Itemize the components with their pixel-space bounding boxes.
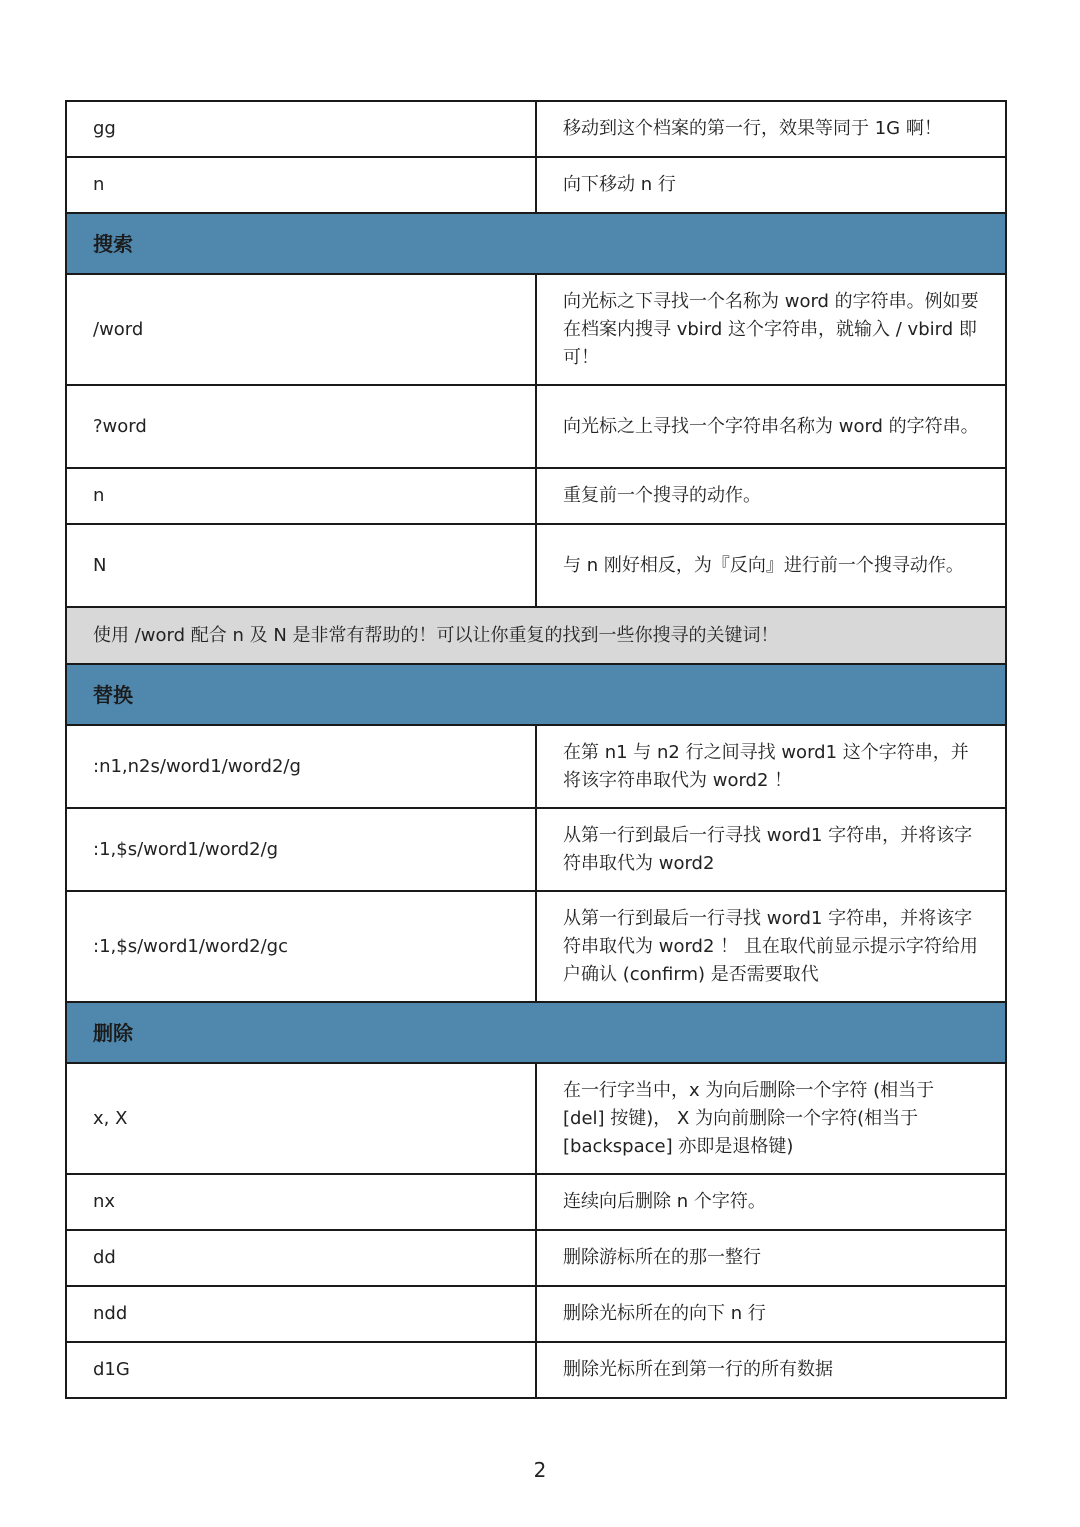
command-cell: x, X: [66, 1063, 536, 1174]
command-cell: N: [66, 524, 536, 607]
section-header-search: [66, 213, 1006, 274]
description-cell: 删除光标所在的向下 n 行: [536, 1286, 1006, 1342]
section-header-delete: [66, 1002, 1006, 1063]
command-cell: nx: [66, 1174, 536, 1230]
command-cell: /word: [66, 274, 536, 385]
description-cell: 连续向后删除 n 个字符。: [536, 1174, 1006, 1230]
command-cell: n: [66, 157, 536, 213]
command-cell: n: [66, 468, 536, 524]
description-cell: 删除光标所在到第一行的所有数据: [536, 1342, 1006, 1398]
table-row: [66, 274, 1006, 385]
description-cell: 在第 n1 与 n2 行之间寻找 word1 这个字符串，并将该字符串取代为 word2 ！: [536, 725, 1006, 808]
table-row: [66, 524, 1006, 607]
table-row: [66, 1286, 1006, 1342]
description-cell: 从第一行到最后一行寻找 word1 字符串，并将该字符串取代为 word2: [536, 808, 1006, 891]
command-cell: :n1,n2s/word1/word2/g: [66, 725, 536, 808]
description-cell: 向光标之下寻找一个名称为 word 的字符串。例如要在档案内搜寻 vbird 这个字符串，就输入 / vbird 即可！: [536, 274, 1006, 385]
description-cell: 重复前一个搜寻的动作。: [536, 468, 1006, 524]
description-cell: 向光标之上寻找一个字符串名称为 word 的字符串。: [536, 385, 1006, 468]
command-cell: ndd: [66, 1286, 536, 1342]
table-row: [66, 468, 1006, 524]
description-cell: 向下移动 n 行: [536, 157, 1006, 213]
table-row: [66, 1063, 1006, 1174]
table-row: [66, 157, 1006, 213]
command-cell: dd: [66, 1230, 536, 1286]
command-cell: d1G: [66, 1342, 536, 1398]
description-cell: 与 n 刚好相反，为『反向』进行前一个搜寻动作。: [536, 524, 1006, 607]
command-cell: :1,$s/word1/word2/gc: [66, 891, 536, 1002]
vim-command-table: [65, 100, 1007, 1399]
table-row: [66, 891, 1006, 1002]
tip-note: 使用 /word 配合 n 及 N 是非常有帮助的！可以让你重复的找到一些你搜寻的关键词！: [66, 607, 1006, 664]
page-number: 2: [533, 1458, 547, 1482]
table-row: [66, 1342, 1006, 1398]
table-row: [66, 385, 1006, 468]
command-cell: ?word: [66, 385, 536, 468]
table-row: [66, 725, 1006, 808]
table-row: [66, 1174, 1006, 1230]
section-title: 删除: [66, 1002, 1006, 1063]
description-cell: 删除游标所在的那一整行: [536, 1230, 1006, 1286]
description-cell: 从第一行到最后一行寻找 word1 字符串，并将该字符串取代为 word2 ！ 且在取代前显示提示字符给用户确认 (confirm) 是否需要取代: [536, 891, 1006, 1002]
description-cell: 在一行字当中，x 为向后删除一个字符 (相当于 [del] 按键)， X 为向前删除一个字符(相当于 [backspace] 亦即是退格键): [536, 1063, 1006, 1174]
table-row: [66, 1230, 1006, 1286]
description-cell: 移动到这个档案的第一行，效果等同于 1G 啊！: [536, 101, 1006, 157]
command-cell: gg: [66, 101, 536, 157]
section-title: 替换: [66, 664, 1006, 725]
tip-note-row: [66, 607, 1006, 664]
command-cell: :1,$s/word1/word2/g: [66, 808, 536, 891]
section-title: 搜索: [66, 213, 1006, 274]
table-row: [66, 808, 1006, 891]
table-row: [66, 101, 1006, 157]
section-header-replace: [66, 664, 1006, 725]
